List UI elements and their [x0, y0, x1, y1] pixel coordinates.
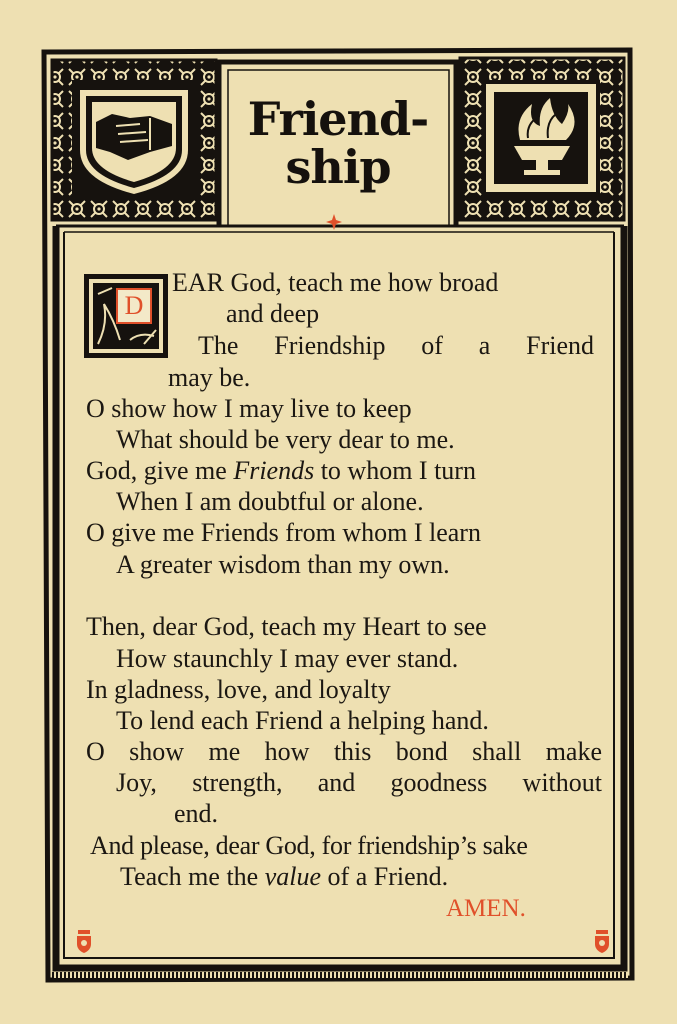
drop-cap — [84, 274, 168, 358]
poem-line: may be. — [168, 363, 251, 392]
poem-line: How staunchly I may ever stand. — [116, 644, 459, 673]
poem-line: When I am doubtful or alone. — [116, 487, 424, 516]
poem-text: of a Friend. — [321, 862, 449, 891]
shield-icon — [76, 930, 92, 954]
star-ornament-icon — [324, 212, 344, 232]
drop-cap-letter: D — [116, 288, 152, 324]
amen-text: AMEN. — [446, 895, 526, 922]
poem-line: And please, dear God, for friendship’s sake — [90, 831, 528, 860]
poem-line: A greater wisdom than my own. — [116, 550, 450, 579]
poem-line: Joy, strength, and goodness without — [116, 768, 602, 797]
page-title — [225, 92, 451, 194]
poem-line: O give me Friends from whom I learn — [86, 518, 481, 547]
poem-line — [120, 862, 448, 892]
title-line-1: Friend- — [247, 92, 429, 146]
poem-line: The Friendship of a Friend — [198, 331, 594, 360]
poem-line: end. — [174, 799, 219, 828]
poem-text: Teach me the — [120, 862, 265, 891]
poem-line — [86, 456, 476, 486]
poem-text: God, give me — [86, 456, 234, 485]
poem-line: In gladness, love, and loyalty — [86, 675, 391, 704]
poem-line: EAR God, teach me how broad — [172, 268, 499, 297]
poem-line: Then, dear God, teach my Heart to see — [86, 612, 487, 641]
poem-line: and deep — [226, 299, 320, 328]
poem-text: to whom I turn — [314, 456, 476, 485]
poem-line: O show how I may live to keep — [86, 394, 412, 423]
poem-line: To lend each Friend a helping hand. — [116, 706, 489, 735]
shield-icon — [594, 930, 610, 954]
poem-emphasis: Friends — [233, 456, 315, 485]
poem-line: O show me how this bond shall make — [86, 737, 602, 766]
brazier-emblem — [460, 58, 624, 220]
title-line-2: ship — [285, 140, 391, 194]
poem-line: What should be very dear to me. — [116, 425, 455, 454]
poem-emphasis: value — [264, 862, 322, 891]
handshake-emblem — [52, 60, 216, 220]
